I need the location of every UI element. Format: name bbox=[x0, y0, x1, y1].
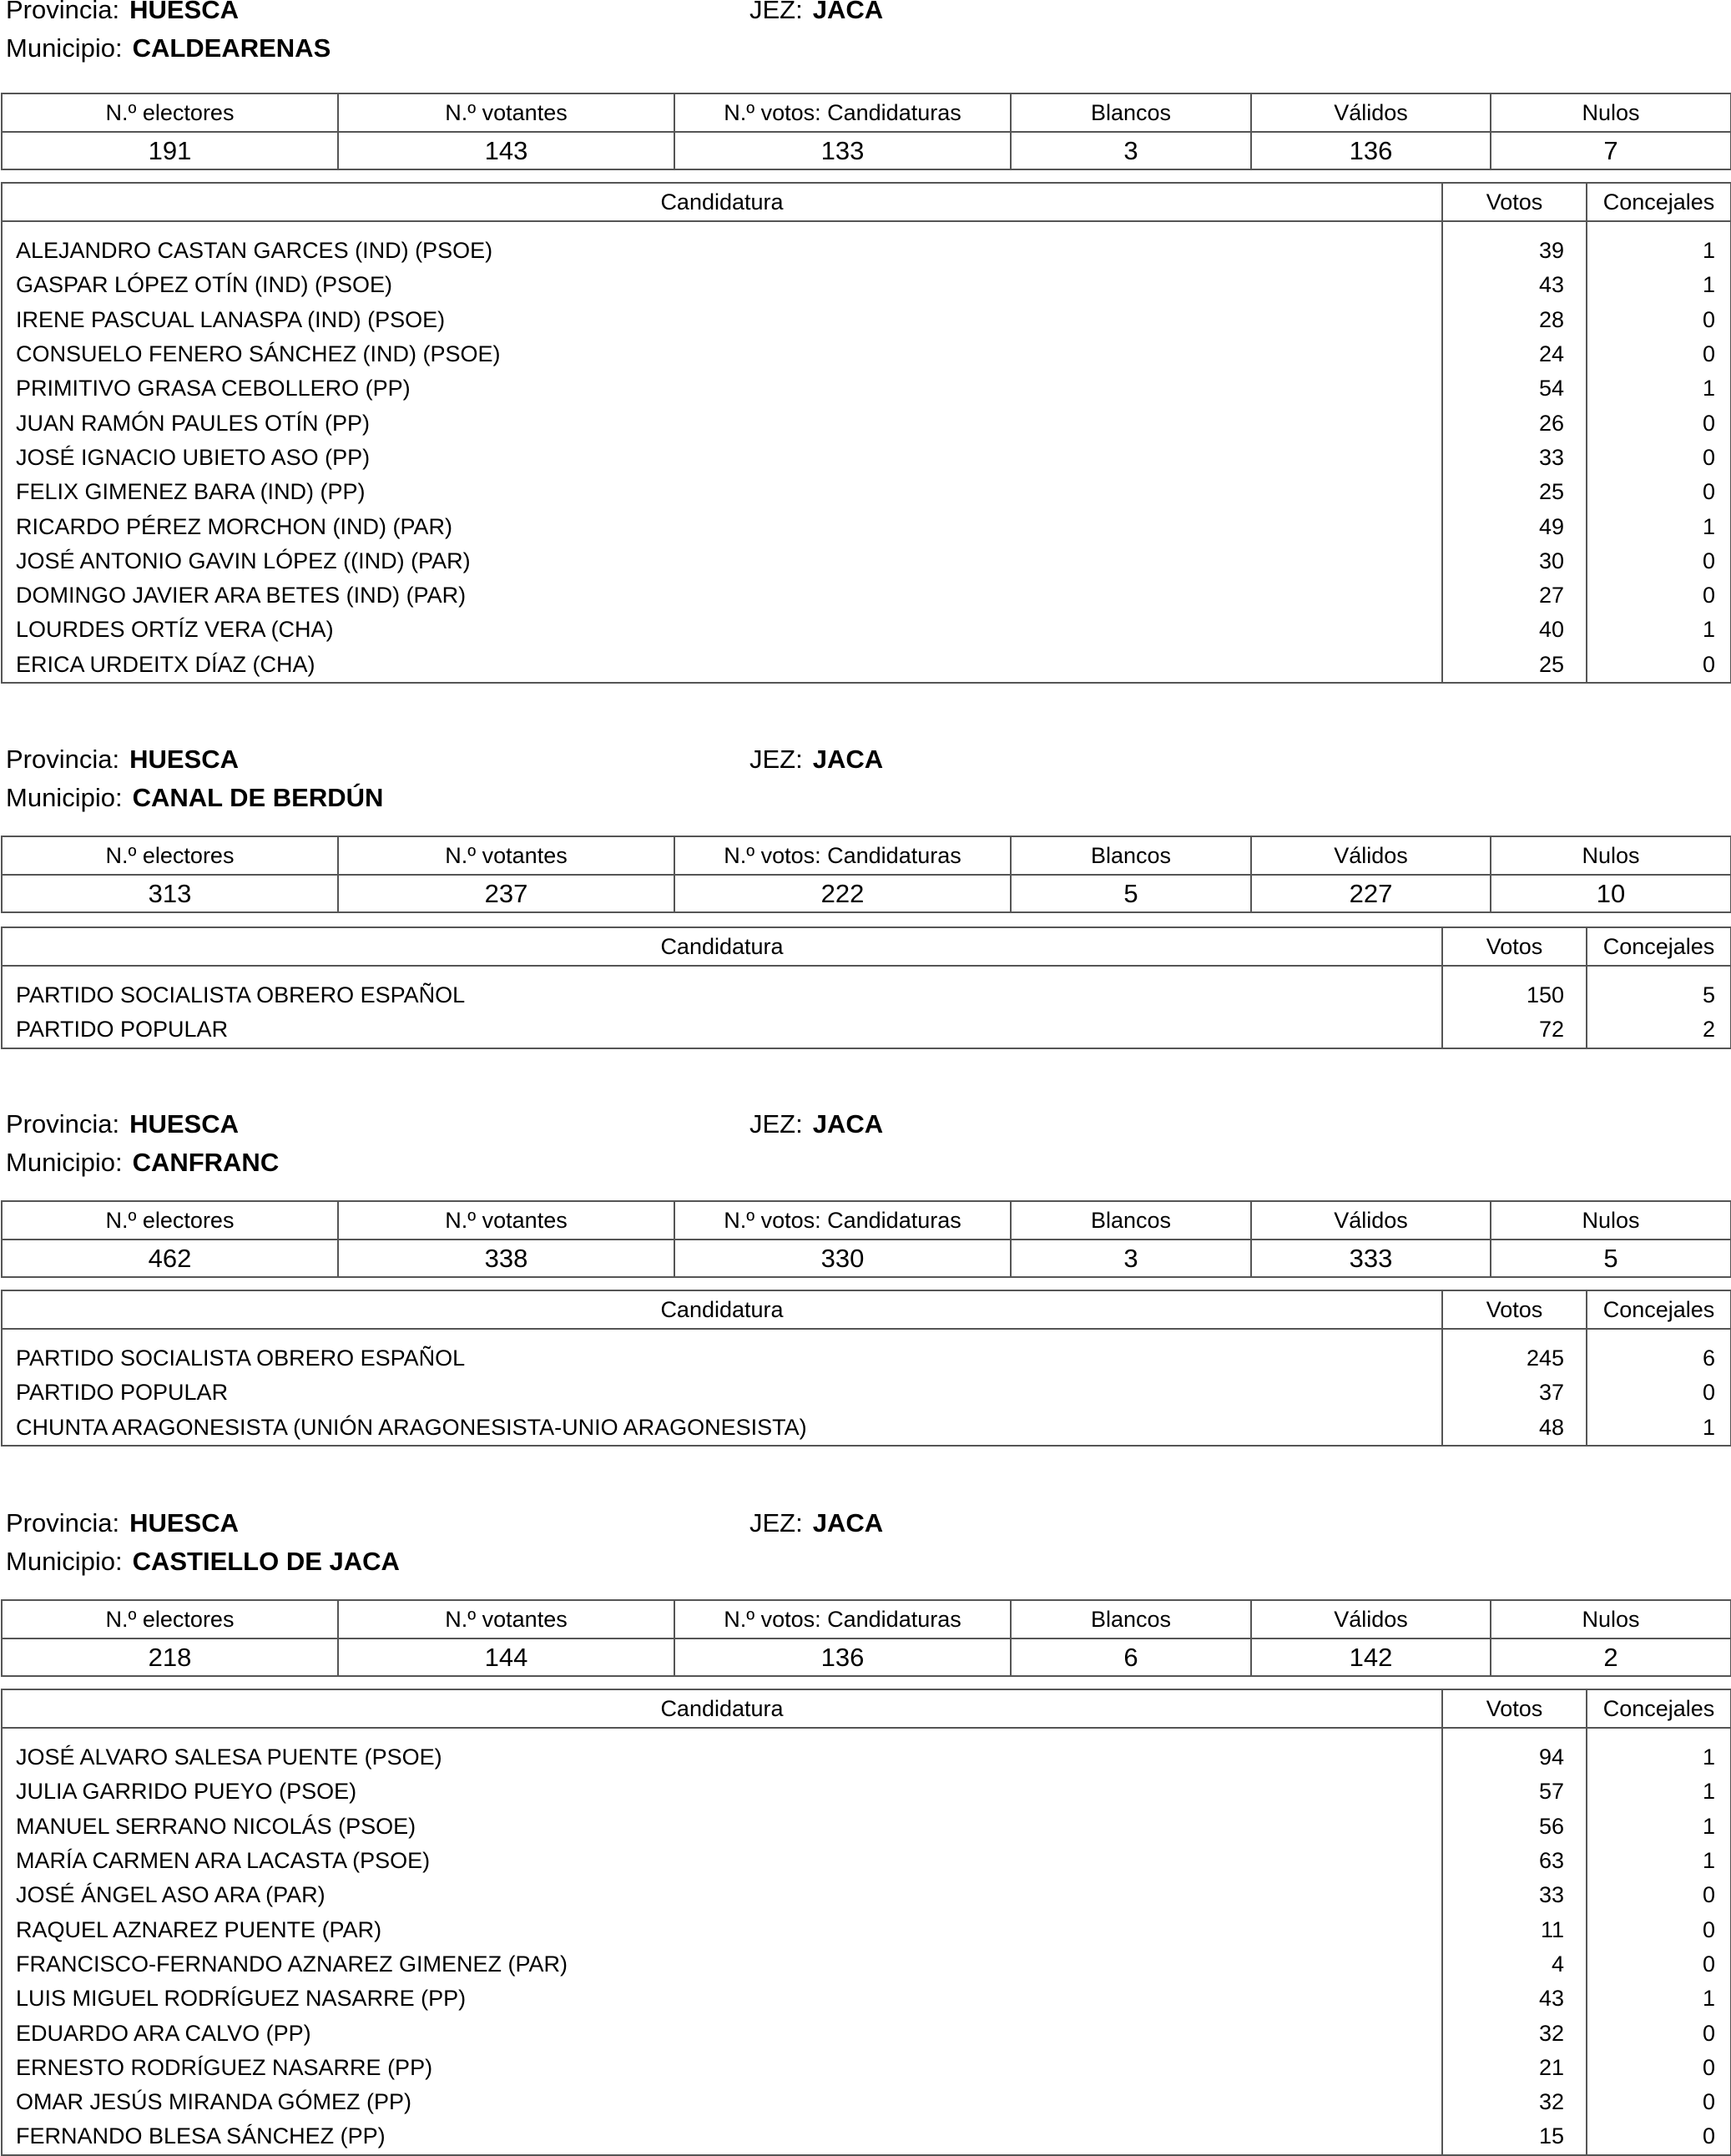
col-concejales: Concejales bbox=[1587, 183, 1731, 221]
candidate-votos: 21 bbox=[1442, 2051, 1587, 2085]
candidate-concejales: 0 bbox=[1587, 337, 1731, 371]
provincia-line bbox=[6, 743, 239, 776]
provincia-value: HUESCA bbox=[129, 0, 240, 24]
col-concejales: Concejales bbox=[1587, 1290, 1731, 1329]
col-validos: Válidos bbox=[1251, 1600, 1491, 1638]
candidate-votos: 25 bbox=[1442, 475, 1587, 509]
col-votos: Votos bbox=[1442, 1689, 1587, 1728]
candidate-concejales: 0 bbox=[1587, 1947, 1731, 1982]
candidate-votos: 49 bbox=[1442, 509, 1587, 543]
candidate-row bbox=[2, 2119, 1731, 2154]
blancos-value: 3 bbox=[1011, 1240, 1251, 1277]
candidate-row bbox=[2, 1878, 1731, 1912]
jez-value: JACA bbox=[812, 1508, 884, 1537]
candidate-row bbox=[2, 475, 1731, 509]
candidate-row bbox=[2, 371, 1731, 406]
col-validos: Válidos bbox=[1251, 93, 1491, 132]
candidate-name: JUAN RAMÓN PAULES OTÍN (PP) bbox=[2, 406, 1442, 440]
municipio-label: Municipio: bbox=[6, 1547, 123, 1576]
summary-value-row bbox=[2, 132, 1731, 169]
candidate-name: JOSÉ ALVARO SALESA PUENTE (PSOE) bbox=[2, 1740, 1442, 1775]
summary-value-row bbox=[2, 1240, 1731, 1277]
candidate-row bbox=[2, 2085, 1731, 2119]
candidate-concejales: 0 bbox=[1587, 2016, 1731, 2050]
candidate-votos: 40 bbox=[1442, 613, 1587, 647]
jez-label: JEZ: bbox=[749, 1109, 803, 1139]
summary-table bbox=[1, 1599, 1731, 1677]
candidate-name: PRIMITIVO GRASA CEBOLLERO (PP) bbox=[2, 371, 1442, 406]
col-blancos: Blancos bbox=[1011, 93, 1251, 132]
candidate-row bbox=[2, 1982, 1731, 2016]
candidate-row bbox=[2, 337, 1731, 371]
candidate-votos: 39 bbox=[1442, 234, 1587, 268]
candidate-row bbox=[2, 2051, 1731, 2085]
provincia-label: Provincia: bbox=[6, 745, 120, 774]
jez-line bbox=[749, 0, 883, 27]
col-candidatura: Candidatura bbox=[2, 1290, 1442, 1329]
candidate-row bbox=[2, 1947, 1731, 1982]
candidate-row bbox=[2, 1376, 1731, 1410]
candidate-row bbox=[2, 1810, 1731, 1844]
col-concejales: Concejales bbox=[1587, 927, 1731, 966]
candidate-concejales: 1 bbox=[1587, 1740, 1731, 1775]
col-blancos: Blancos bbox=[1011, 1600, 1251, 1638]
candidate-row bbox=[2, 1341, 1731, 1376]
candidate-concejales: 0 bbox=[1587, 441, 1731, 475]
summary-table bbox=[1, 836, 1731, 913]
candidate-name: JULIA GARRIDO PUEYO (PSOE) bbox=[2, 1775, 1442, 1809]
candidate-concejales: 0 bbox=[1587, 648, 1731, 683]
jez-value: JACA bbox=[812, 0, 884, 24]
municipio-value: CANAL DE BERDÚN bbox=[132, 783, 384, 812]
candidate-votos: 150 bbox=[1442, 978, 1587, 1012]
col-candidatura: Candidatura bbox=[2, 927, 1442, 966]
candidate-row bbox=[2, 544, 1731, 578]
col-electores: N.º electores bbox=[2, 836, 338, 875]
summary-table bbox=[1, 93, 1731, 170]
candidate-name: GASPAR LÓPEZ OTÍN (IND) (PSOE) bbox=[2, 268, 1442, 302]
col-electores: N.º electores bbox=[2, 1201, 338, 1240]
candidate-row bbox=[2, 648, 1731, 683]
municipio-label: Municipio: bbox=[6, 33, 123, 63]
candidates-header-row bbox=[2, 1689, 1731, 1728]
nulos-value: 2 bbox=[1491, 1638, 1731, 1676]
col-votos: Votos bbox=[1442, 183, 1587, 221]
jez-label: JEZ: bbox=[749, 0, 803, 24]
validos-value: 227 bbox=[1251, 875, 1491, 912]
municipio-label: Municipio: bbox=[6, 1148, 123, 1177]
candidate-name: PARTIDO SOCIALISTA OBRERO ESPAÑOL bbox=[2, 1341, 1442, 1376]
candidate-name: CHUNTA ARAGONESISTA (UNIÓN ARAGONESISTA-UNIO ARAGONESISTA) bbox=[2, 1411, 1442, 1446]
candidate-concejales: 1 bbox=[1587, 1810, 1731, 1844]
candidate-row bbox=[2, 406, 1731, 440]
col-nulos: Nulos bbox=[1491, 1201, 1731, 1240]
candidate-concejales: 1 bbox=[1587, 1844, 1731, 1878]
municipio-line bbox=[6, 32, 331, 65]
validos-value: 142 bbox=[1251, 1638, 1491, 1676]
col-concejales: Concejales bbox=[1587, 1689, 1731, 1728]
candidates-header-row bbox=[2, 927, 1731, 966]
candidates-header-row bbox=[2, 183, 1731, 221]
candidate-concejales: 1 bbox=[1587, 1775, 1731, 1809]
jez-line bbox=[749, 743, 883, 776]
validos-value: 136 bbox=[1251, 132, 1491, 169]
municipio-label: Municipio: bbox=[6, 783, 123, 812]
candidate-votos: 15 bbox=[1442, 2119, 1587, 2154]
candidate-row bbox=[2, 1775, 1731, 1809]
col-candidatura: Candidatura bbox=[2, 1689, 1442, 1728]
col-validos: Válidos bbox=[1251, 1201, 1491, 1240]
candidate-concejales: 6 bbox=[1587, 1341, 1731, 1376]
candidate-name: JOSÉ ÁNGEL ASO ARA (PAR) bbox=[2, 1878, 1442, 1912]
candidate-name: IRENE PASCUAL LANASPA (IND) (PSOE) bbox=[2, 303, 1442, 337]
spacer-row bbox=[2, 1728, 1731, 1740]
candidate-name: RICARDO PÉREZ MORCHON (IND) (PAR) bbox=[2, 509, 1442, 543]
provincia-label: Provincia: bbox=[6, 1109, 120, 1139]
candidate-name: EDUARDO ARA CALVO (PP) bbox=[2, 2016, 1442, 2050]
col-votos-candidaturas: N.º votos: Candidaturas bbox=[674, 836, 1011, 875]
candidate-concejales: 0 bbox=[1587, 475, 1731, 509]
jez-label: JEZ: bbox=[749, 745, 803, 774]
provincia-line bbox=[6, 1507, 239, 1540]
candidate-votos: 32 bbox=[1442, 2016, 1587, 2050]
candidate-row bbox=[2, 1912, 1731, 1946]
candidate-name: ERICA URDEITX DÍAZ (CHA) bbox=[2, 648, 1442, 683]
candidate-name: JOSÉ ANTONIO GAVIN LÓPEZ ((IND) (PAR) bbox=[2, 544, 1442, 578]
candidate-row bbox=[2, 303, 1731, 337]
candidate-concejales: 0 bbox=[1587, 303, 1731, 337]
candidate-votos: 32 bbox=[1442, 2085, 1587, 2119]
col-blancos: Blancos bbox=[1011, 836, 1251, 875]
candidate-concejales: 1 bbox=[1587, 1982, 1731, 2016]
candidate-row bbox=[2, 578, 1731, 613]
validos-value: 333 bbox=[1251, 1240, 1491, 1277]
candidate-concejales: 1 bbox=[1587, 1411, 1731, 1446]
summary-header-row bbox=[2, 836, 1731, 875]
provincia-value: HUESCA bbox=[129, 745, 240, 774]
candidate-row bbox=[2, 1740, 1731, 1775]
provincia-line bbox=[6, 0, 239, 27]
candidate-votos: 63 bbox=[1442, 1844, 1587, 1878]
blancos-value: 3 bbox=[1011, 132, 1251, 169]
candidate-votos: 33 bbox=[1442, 441, 1587, 475]
electores-value: 191 bbox=[2, 132, 338, 169]
candidate-row bbox=[2, 613, 1731, 647]
candidate-votos: 56 bbox=[1442, 1810, 1587, 1844]
votantes-value: 143 bbox=[338, 132, 674, 169]
col-nulos: Nulos bbox=[1491, 1600, 1731, 1638]
col-votos-candidaturas: N.º votos: Candidaturas bbox=[674, 93, 1011, 132]
col-electores: N.º electores bbox=[2, 1600, 338, 1638]
candidate-name: FRANCISCO-FERNANDO AZNAREZ GIMENEZ (PAR) bbox=[2, 1947, 1442, 1982]
candidate-votos: 24 bbox=[1442, 337, 1587, 371]
municipio-value: CANFRANC bbox=[132, 1148, 280, 1177]
candidate-votos: 27 bbox=[1442, 578, 1587, 613]
candidate-row bbox=[2, 268, 1731, 302]
candidate-votos: 43 bbox=[1442, 268, 1587, 302]
col-nulos: Nulos bbox=[1491, 93, 1731, 132]
candidate-concejales: 0 bbox=[1587, 1878, 1731, 1912]
summary-value-row bbox=[2, 1638, 1731, 1676]
municipio-line bbox=[6, 1545, 400, 1578]
candidates-table bbox=[1, 1290, 1731, 1447]
summary-table bbox=[1, 1200, 1731, 1278]
candidate-name: LOURDES ORTÍZ VERA (CHA) bbox=[2, 613, 1442, 647]
candidate-row bbox=[2, 2016, 1731, 2050]
spacer-row bbox=[2, 1329, 1731, 1341]
jez-line bbox=[749, 1108, 883, 1141]
candidate-name: CONSUELO FENERO SÁNCHEZ (IND) (PSOE) bbox=[2, 337, 1442, 371]
col-candidatura: Candidatura bbox=[2, 183, 1442, 221]
candidate-name: OMAR JESÚS MIRANDA GÓMEZ (PP) bbox=[2, 2085, 1442, 2119]
candidate-concejales: 0 bbox=[1587, 406, 1731, 440]
col-votantes: N.º votantes bbox=[338, 1600, 674, 1638]
candidates-table bbox=[1, 927, 1731, 1049]
col-votantes: N.º votantes bbox=[338, 93, 674, 132]
candidates-table bbox=[1, 182, 1731, 684]
candidate-name: ERNESTO RODRÍGUEZ NASARRE (PP) bbox=[2, 2051, 1442, 2085]
col-votos-candidaturas: N.º votos: Candidaturas bbox=[674, 1600, 1011, 1638]
candidate-row bbox=[2, 1012, 1731, 1048]
municipio-value: CASTIELLO DE JACA bbox=[132, 1547, 400, 1576]
candidates-header-row bbox=[2, 1290, 1731, 1329]
candidate-votos: 48 bbox=[1442, 1411, 1587, 1446]
candidate-concejales: 0 bbox=[1587, 578, 1731, 613]
candidates-table bbox=[1, 1689, 1731, 2156]
candidate-name: LUIS MIGUEL RODRÍGUEZ NASARRE (PP) bbox=[2, 1982, 1442, 2016]
spacer-row bbox=[2, 966, 1731, 978]
provincia-line bbox=[6, 1108, 239, 1141]
votantes-value: 237 bbox=[338, 875, 674, 912]
candidate-name: PARTIDO SOCIALISTA OBRERO ESPAÑOL bbox=[2, 978, 1442, 1012]
candidate-concejales: 0 bbox=[1587, 2119, 1731, 2154]
electores-value: 218 bbox=[2, 1638, 338, 1676]
col-votantes: N.º votantes bbox=[338, 1201, 674, 1240]
col-blancos: Blancos bbox=[1011, 1201, 1251, 1240]
candidate-name: PARTIDO POPULAR bbox=[2, 1376, 1442, 1410]
candidate-votos: 4 bbox=[1442, 1947, 1587, 1982]
col-nulos: Nulos bbox=[1491, 836, 1731, 875]
nulos-value: 7 bbox=[1491, 132, 1731, 169]
blancos-value: 6 bbox=[1011, 1638, 1251, 1676]
candidate-row bbox=[2, 234, 1731, 268]
nulos-value: 10 bbox=[1491, 875, 1731, 912]
jez-value: JACA bbox=[812, 1109, 884, 1139]
summary-header-row bbox=[2, 1201, 1731, 1240]
provincia-label: Provincia: bbox=[6, 1508, 120, 1537]
candidate-votos: 43 bbox=[1442, 1982, 1587, 2016]
candidate-votos: 57 bbox=[1442, 1775, 1587, 1809]
blancos-value: 5 bbox=[1011, 875, 1251, 912]
candidate-votos: 245 bbox=[1442, 1341, 1587, 1376]
candidate-name: FELIX GIMENEZ BARA (IND) (PP) bbox=[2, 475, 1442, 509]
votos-candidaturas-value: 330 bbox=[674, 1240, 1011, 1277]
candidate-name: PARTIDO POPULAR bbox=[2, 1012, 1442, 1048]
candidate-concejales: 0 bbox=[1587, 2085, 1731, 2119]
col-votantes: N.º votantes bbox=[338, 836, 674, 875]
electores-value: 462 bbox=[2, 1240, 338, 1277]
candidate-concejales: 1 bbox=[1587, 268, 1731, 302]
col-electores: N.º electores bbox=[2, 93, 338, 132]
candidate-concejales: 0 bbox=[1587, 2051, 1731, 2085]
candidate-concejales: 1 bbox=[1587, 509, 1731, 543]
nulos-value: 5 bbox=[1491, 1240, 1731, 1277]
candidate-votos: 54 bbox=[1442, 371, 1587, 406]
summary-value-row bbox=[2, 875, 1731, 912]
candidate-votos: 33 bbox=[1442, 1878, 1587, 1912]
candidate-votos: 26 bbox=[1442, 406, 1587, 440]
votantes-value: 338 bbox=[338, 1240, 674, 1277]
col-votos: Votos bbox=[1442, 1290, 1587, 1329]
municipio-line bbox=[6, 781, 383, 815]
candidate-name: MANUEL SERRANO NICOLÁS (PSOE) bbox=[2, 1810, 1442, 1844]
votos-candidaturas-value: 133 bbox=[674, 132, 1011, 169]
municipio-value: CALDEARENAS bbox=[132, 33, 331, 63]
candidate-votos: 30 bbox=[1442, 544, 1587, 578]
candidate-row bbox=[2, 441, 1731, 475]
candidate-name: ALEJANDRO CASTAN GARCES (IND) (PSOE) bbox=[2, 234, 1442, 268]
provincia-label: Provincia: bbox=[6, 0, 120, 24]
spacer-row bbox=[2, 221, 1731, 234]
candidate-concejales: 0 bbox=[1587, 544, 1731, 578]
col-votos: Votos bbox=[1442, 927, 1587, 966]
jez-label: JEZ: bbox=[749, 1508, 803, 1537]
candidate-concejales: 2 bbox=[1587, 1012, 1731, 1048]
votos-candidaturas-value: 222 bbox=[674, 875, 1011, 912]
provincia-value: HUESCA bbox=[129, 1109, 240, 1139]
candidate-concejales: 1 bbox=[1587, 234, 1731, 268]
candidate-votos: 28 bbox=[1442, 303, 1587, 337]
votos-candidaturas-value: 136 bbox=[674, 1638, 1011, 1676]
candidate-concejales: 1 bbox=[1587, 371, 1731, 406]
candidate-votos: 11 bbox=[1442, 1912, 1587, 1946]
jez-line bbox=[749, 1507, 883, 1540]
candidate-concejales: 5 bbox=[1587, 978, 1731, 1012]
candidate-concejales: 1 bbox=[1587, 613, 1731, 647]
candidate-votos: 72 bbox=[1442, 1012, 1587, 1048]
candidate-concejales: 0 bbox=[1587, 1912, 1731, 1946]
summary-header-row bbox=[2, 1600, 1731, 1638]
electores-value: 313 bbox=[2, 875, 338, 912]
candidate-votos: 25 bbox=[1442, 648, 1587, 683]
candidate-concejales: 0 bbox=[1587, 1376, 1731, 1410]
candidate-name: JOSÉ IGNACIO UBIETO ASO (PP) bbox=[2, 441, 1442, 475]
candidate-votos: 37 bbox=[1442, 1376, 1587, 1410]
candidate-row bbox=[2, 509, 1731, 543]
summary-header-row bbox=[2, 93, 1731, 132]
jez-value: JACA bbox=[812, 745, 884, 774]
candidate-row bbox=[2, 1411, 1731, 1446]
candidate-row bbox=[2, 978, 1731, 1012]
candidate-votos: 94 bbox=[1442, 1740, 1587, 1775]
candidate-name: DOMINGO JAVIER ARA BETES (IND) (PAR) bbox=[2, 578, 1442, 613]
candidate-row bbox=[2, 1844, 1731, 1878]
municipio-line bbox=[6, 1146, 279, 1179]
col-votos-candidaturas: N.º votos: Candidaturas bbox=[674, 1201, 1011, 1240]
col-validos: Válidos bbox=[1251, 836, 1491, 875]
candidate-name: RAQUEL AZNAREZ PUENTE (PAR) bbox=[2, 1912, 1442, 1946]
candidate-name: MARÍA CARMEN ARA LACASTA (PSOE) bbox=[2, 1844, 1442, 1878]
provincia-value: HUESCA bbox=[129, 1508, 240, 1537]
votantes-value: 144 bbox=[338, 1638, 674, 1676]
candidate-name: FERNANDO BLESA SÁNCHEZ (PP) bbox=[2, 2119, 1442, 2154]
